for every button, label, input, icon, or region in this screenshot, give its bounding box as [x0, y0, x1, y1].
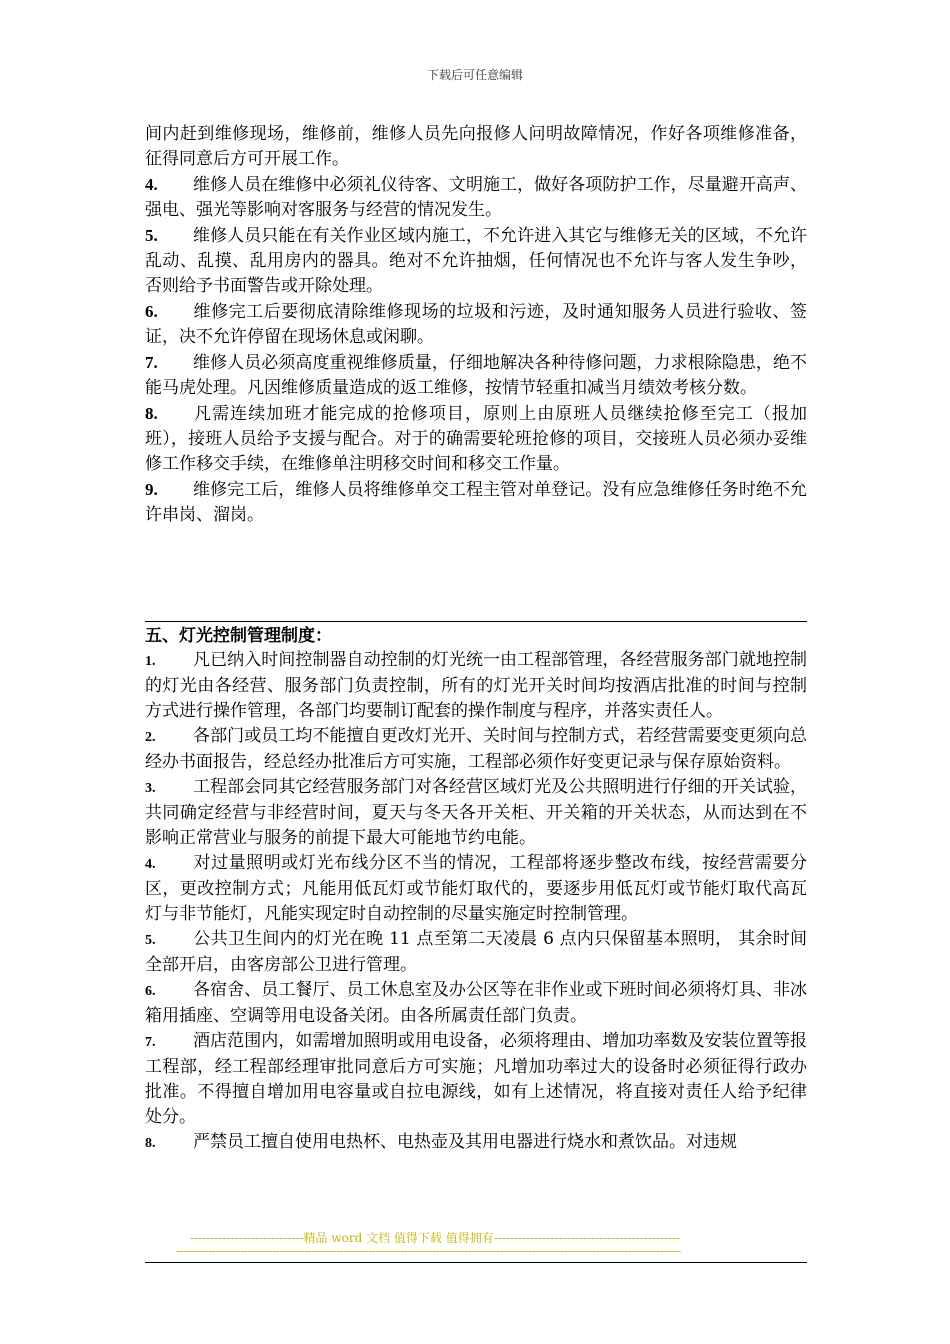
footer-watermark-line: ----------------------------精品 word 文档 值得下载 值得拥有----------------------------------------------	[190, 1231, 681, 1245]
item-text: 各宿舍、员工餐厅、员工休息室及办公区等在非作业或下班时间必须将灯具、非冰箱用插座、空调等用电设备关闭。由各所属责任部门负责。	[145, 980, 807, 1026]
rule-item	[145, 223, 807, 299]
item-text: 维修人员必须高度重视维修质量，仔细地解决各种待修问题，力求根除隐患，绝不能马虎处理。凡因维修质量造成的返工维修，按情节轻重扣减当月绩效考核分数。	[145, 353, 807, 398]
item-number: 7.	[145, 1035, 156, 1050]
item-number: 5.	[145, 933, 156, 948]
item-number: 2.	[145, 730, 156, 745]
rule-item	[145, 1029, 807, 1130]
rule-item	[145, 477, 807, 528]
item-text: 工程部会同其它经营服务部门对各经营区域灯光及公共照明进行仔细的开关试验，共同确定经营与非经营时间，夏天与冬天各开关柜、开关箱的开关状态，从而达到在不影响正常营业与服务的前提下最大可能地节约电能。	[145, 777, 807, 848]
item-text: 间内赶到维修现场，维修前，维修人员先向报修人问明故障情况，作好各项维修准备，征得同意后方可开展工作。	[145, 124, 807, 169]
maintenance-rules	[145, 122, 807, 528]
item-number: 4.	[145, 175, 158, 194]
item-text: 对过量照明或灯光布线分区不当的情况，工程部将逐步整改布线，按经营需要分区，更改控制方式；凡能用低瓦灯或节能灯取代的，要逐步用低瓦灯或节能灯取代高瓦灯与非节能灯，凡能实现定时自动控制的尽量实施定时控制管理。	[145, 853, 807, 924]
item-text: 凡需连续加班才能完成的抢修项目，原则上由原班人员继续抢修至完工（报加班），接班人员给予支援与配合。对于的确需要轮班抢修的项目，交接班人员必须办妥维修工作移交手续，在维修单注明移交时间和移交工作量。	[145, 404, 807, 474]
section-title: 五、灯光控制管理制度：	[145, 626, 332, 646]
item-number: 6.	[145, 984, 156, 999]
rule-item	[145, 401, 807, 477]
item-number: 5.	[145, 226, 158, 245]
item-number: 9.	[145, 480, 158, 499]
item-text: 酒店范围内，如需增加照明或用电设备，必须将理由、增加功率数及安装位置等报工程部，经工程部经理审批同意后方可实施；凡增加功率过大的设备时必须征得行政办批准。不得擅自增加用电容量或自拉电源线，如有上述情况，将直接对责任人给予纪律处分。	[145, 1031, 807, 1127]
item-text: 维修人员在维修中必须礼仪待客、文明施工，做好各项防护工作，尽量避开高声、强电、强光等影响对客服务与经营的情况发生。	[145, 175, 807, 220]
page-header: 下载后可任意编辑	[426, 68, 523, 82]
item-number: 3.	[145, 781, 156, 796]
item-text: 严禁员工擅自使用电热杯、电热壶及其用电器进行烧水和煮饮品。对违规	[193, 1132, 737, 1152]
footer-dash-line: ----------------------------------------------------------------------------------------------------------------------------------------------	[176, 1244, 681, 1258]
item-number: 1.	[145, 654, 156, 669]
rule-item	[145, 724, 807, 775]
rule-item	[145, 851, 807, 927]
rule-item	[145, 1130, 807, 1156]
item-number: 6.	[145, 302, 158, 321]
rule-item	[145, 927, 807, 978]
rule-item	[145, 648, 807, 724]
lighting-rules	[145, 648, 807, 1156]
rule-item	[145, 299, 807, 350]
item-text: 各部门或员工均不能擅自更改灯光开、关时间与控制方式，若经营需要变更须向总经办书面报告，经总经办批准后方可实施，工程部必须作好变更记录与保存原始资料。	[145, 726, 807, 772]
item-text: 维修完工后，维修人员将维修单交工程主管对单登记。没有应急维修任务时绝不允许串岗、溜岗。	[145, 480, 807, 525]
item-number: 8.	[145, 1136, 156, 1151]
rule-item	[145, 350, 807, 401]
rule-item	[145, 775, 807, 851]
rule-item	[145, 122, 807, 172]
footer-divider	[145, 1262, 807, 1263]
item-number: 8.	[145, 404, 158, 423]
item-number: 4.	[145, 857, 156, 872]
item-text: 公共卫生间内的灯光在晚 11 点至第二天凌晨 6 点内只保留基本照明， 其余时间全部开启，由客房部公卫进行管理。	[145, 929, 807, 975]
item-text: 维修完工后要彻底清除维修现场的垃圾和污迹，及时通知服务人员进行验收、签证，决不允许停留在现场休息或闲聊。	[145, 302, 807, 347]
item-text: 维修人员只能在有关作业区域内施工，不允许进入其它与维修无关的区域，不允许乱动、乱摸、乱用房内的器具。绝对不允许抽烟，任何情况也不允许与客人发生争吵，否则给予书面警告或开除处理。	[145, 226, 807, 296]
section-divider	[145, 621, 807, 622]
item-number: 7.	[145, 353, 158, 372]
rule-item	[145, 978, 807, 1029]
item-text: 凡已纳入时间控制器自动控制的灯光统一由工程部管理，各经营服务部门就地控制的灯光由各经营、服务部门负责控制，所有的灯光开关时间均按酒店批准的时间与控制方式进行操作管理，各部门均要制订配套的操作制度与程序，并落实责任人。	[145, 650, 807, 721]
rule-item	[145, 172, 807, 223]
